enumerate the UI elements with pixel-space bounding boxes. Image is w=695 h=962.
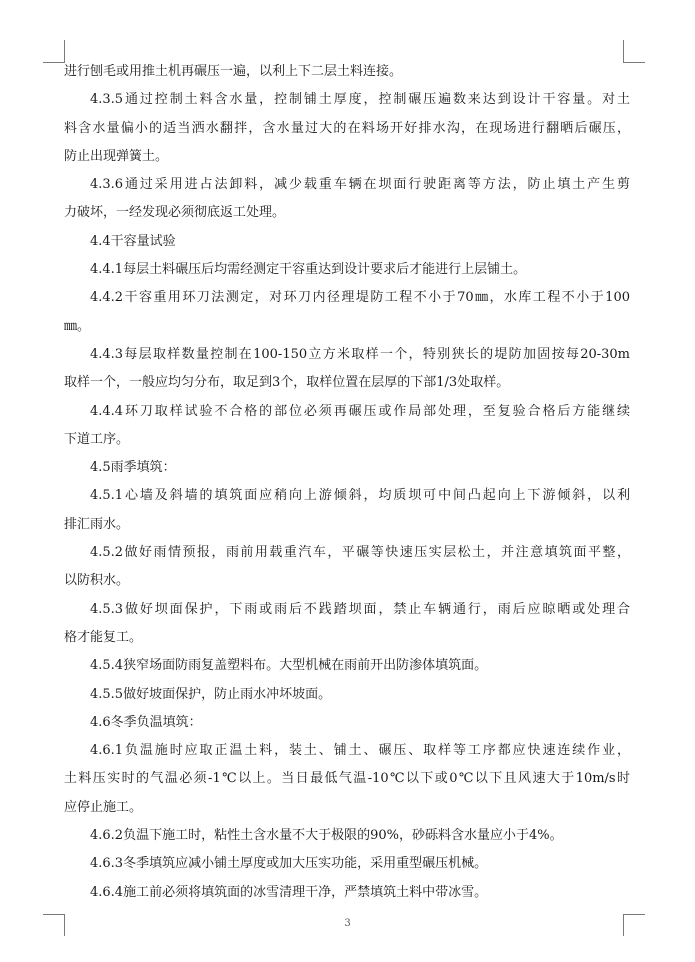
text-line: 4.6.4施工前必须将填筑面的冰雪清理干净，严禁填筑土料中带冰雪。: [90, 884, 488, 900]
text-line: 4.6.2负温下施工时，粘性土含水量不大于极限的90%，砂砾料含水量应小于4%。: [90, 828, 563, 844]
text-line: 格才能复工。: [64, 629, 143, 645]
section-heading: 4.5雨季填筑：: [90, 460, 176, 476]
text-line: 排汇雨水。: [64, 516, 130, 532]
text-line: 进行刨毛或用推土机再碾压一遍，以利上下二层土料连接。: [64, 64, 403, 79]
section-heading: 4.6冬季负温填筑：: [90, 714, 202, 730]
text-line: 土料压实时的气温必须-1℃以上。当日最低气温-10℃以下或0℃以下且风速大于10m/s时: [64, 771, 630, 787]
text-line: 防止出现弹簧土。: [64, 148, 169, 164]
text-line: 力破坏，一经发现必须彻底返工处理。: [64, 205, 286, 221]
crop-mark-bottom-right-horizontal: [623, 914, 645, 915]
text-line: 4.4.2干容重用环刀法测定，对环刀内径理堤防工程不小于70㎜，水库工程不小于100: [90, 290, 630, 306]
text-line: 4.3.5通过控制土料含水量，控制铺土厚度，控制碾压遍数来达到设计干容量。对土: [90, 92, 630, 108]
text-line: 取样一个，一般应均匀分布，取足到3个，取样位置在层厚的下部1/3处取样。: [64, 375, 510, 391]
text-line: 应停止施工。: [64, 799, 143, 815]
text-line: 4.3.6通过采用进占法卸料，减少载重车辆在坝面行驶距离等方法，防止填土产生剪: [90, 177, 630, 193]
text-line: ㎜。: [64, 318, 91, 334]
text-line: 4.5.1心墙及斜墙的填筑面应稍向上游倾斜，均质坝可中间凸起向上下游倾斜，以利: [90, 488, 630, 504]
document-body: [64, 58, 630, 907]
section-heading: 4.4干容量试验: [90, 233, 176, 249]
text-line: 4.5.3做好坝面保护，下雨或雨后不践踏坝面，禁止车辆通行，雨后应晾晒或处理合: [90, 601, 630, 617]
text-line: 4.5.2做好雨情预报，雨前用载重汽车，平碾等快速压实层松土，并注意填筑面平整，: [90, 545, 630, 561]
text-line: 4.4.3每层取样数量控制在100-150立方米取样一个，特别狭长的堤防加固按每20-30m: [90, 346, 630, 362]
text-line: 以防积水。: [64, 573, 130, 589]
page-number: 3: [344, 918, 351, 929]
crop-mark-bottom-left-horizontal: [43, 914, 65, 915]
text-line: 4.6.3冬季填筑应减小铺土厚度或加大压实功能，采用重型碾压机械。: [90, 856, 488, 872]
text-line: 4.4.4环刀取样试验不合格的部位必须再碾压或作局部处理，至复验合格后方能继续: [90, 403, 630, 419]
text-line: 4.4.1每层土料碾压后均需经测定干容重达到设计要求后才能进行上层铺土。: [90, 262, 527, 278]
text-line: 4.6.1负温施时应取正温土料，装土、铺土、碾压、取样等工序都应快速连续作业，: [90, 743, 630, 759]
text-line: 料含水量偏小的适当洒水翻拌，含水量过大的在料场开好排水沟，在现场进行翻晒后碾压，: [64, 120, 630, 136]
text-line: 下道工序。: [64, 431, 130, 447]
crop-mark-top-left-horizontal: [43, 62, 65, 63]
text-line: 4.5.5做好坡面保护，防止雨水冲坏坡面。: [90, 686, 332, 702]
text-line: 4.5.4狭窄场面防雨复盖塑料布。大型机械在雨前开出防渗体填筑面。: [90, 658, 488, 674]
